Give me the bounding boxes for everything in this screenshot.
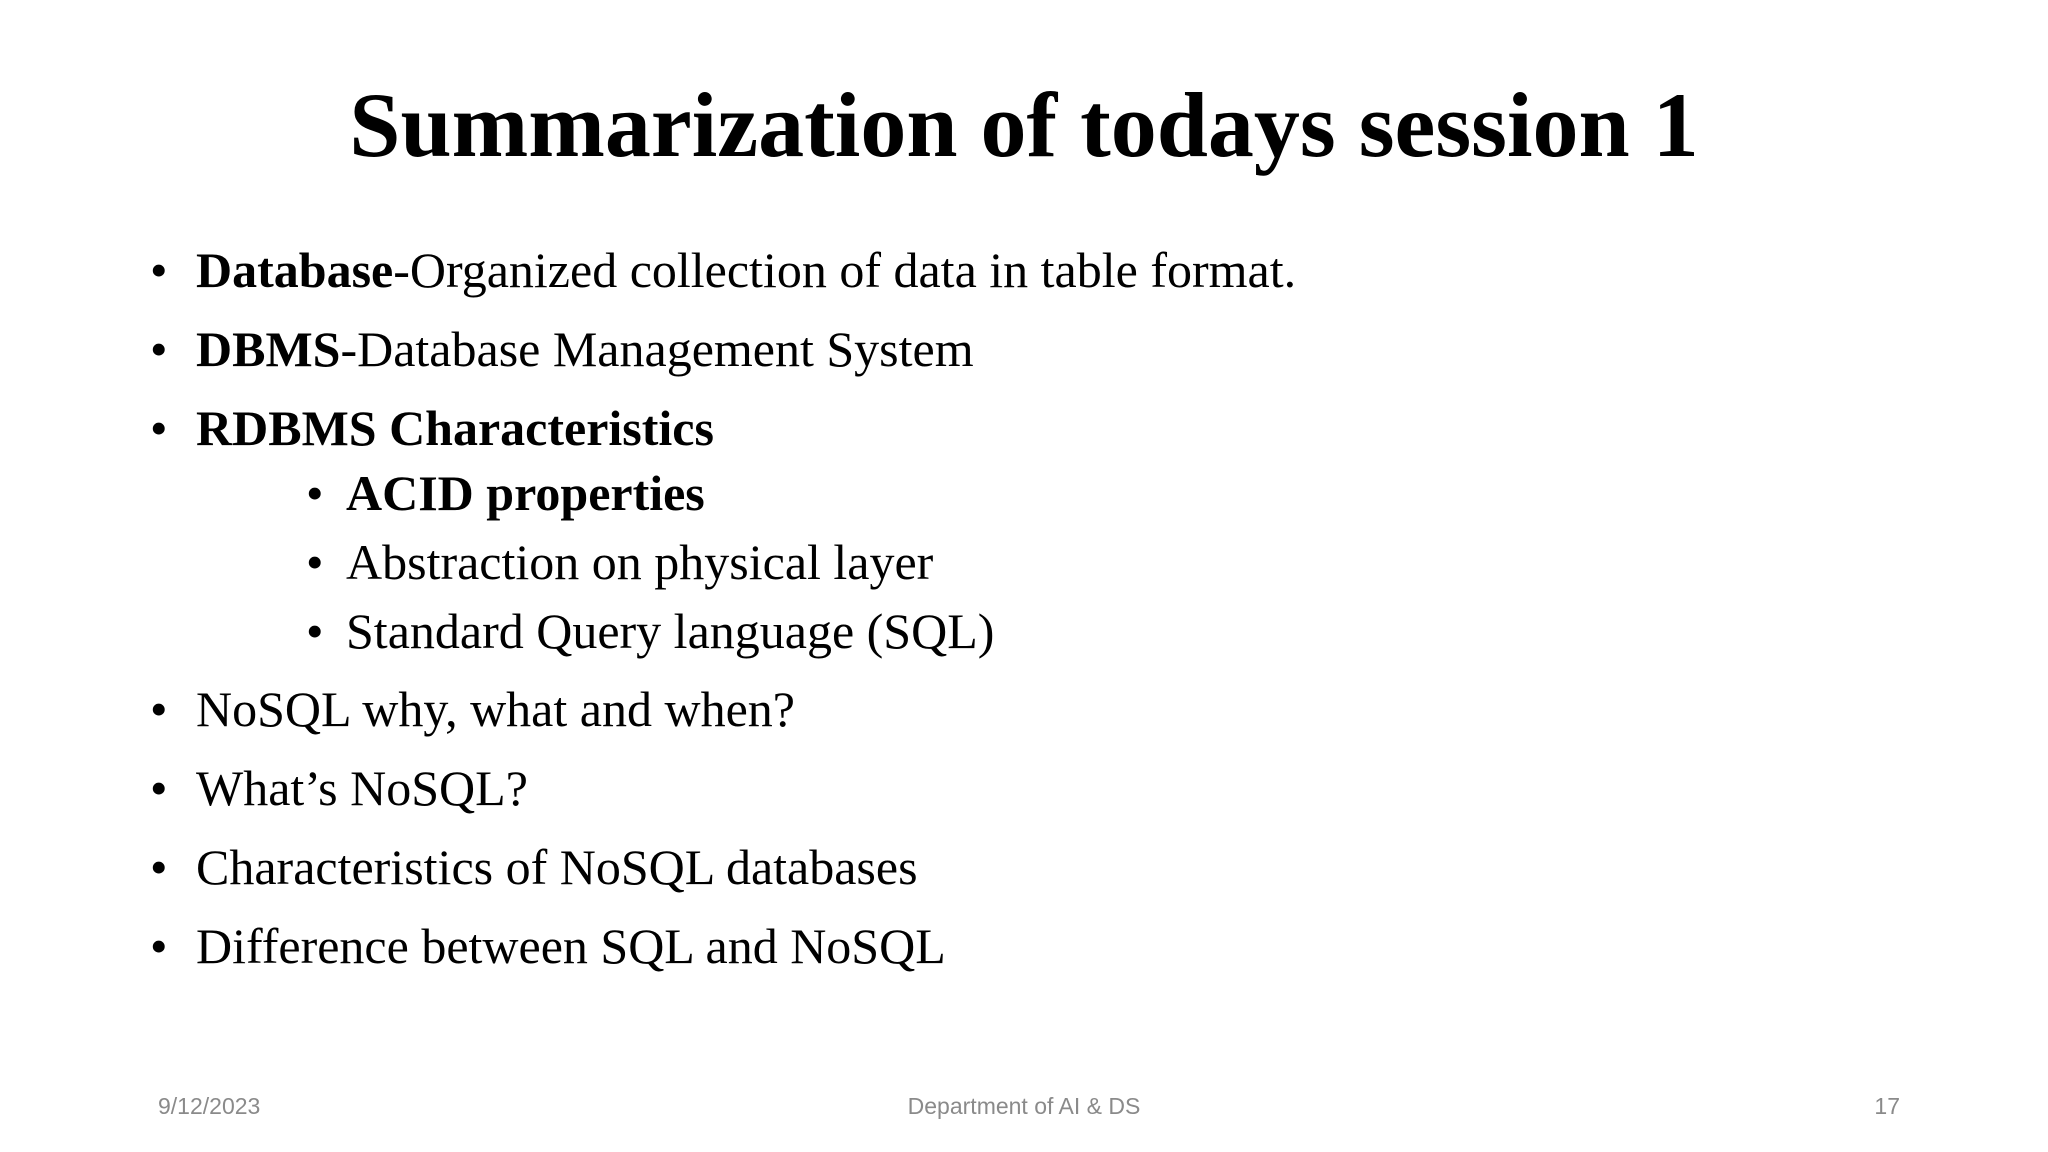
desc-database: -Organized collection of data in table format.: [393, 242, 1297, 298]
bullet-dbms: [150, 319, 1950, 379]
text-nosql-why: NoSQL why, what and when?: [196, 681, 795, 737]
sub-text-acid: ACID properties: [346, 465, 705, 521]
sub-text-abstraction: Abstraction on physical layer: [346, 534, 934, 590]
footer-department: Department of AI & DS: [907, 1093, 1141, 1119]
bullet-dot: •: [306, 603, 324, 659]
sub-bullet-acid: [306, 464, 1950, 522]
footer-page-number: 17: [1874, 1093, 1900, 1119]
bullet-rdbms: [150, 398, 1950, 458]
bullet-dot: •: [150, 242, 168, 298]
bullet-list: [150, 240, 1950, 995]
text-whats-nosql: What’s NoSQL?: [196, 760, 528, 816]
term-database: Database: [196, 242, 394, 298]
sub-bullet-list: [150, 464, 1950, 660]
bullet-dot: •: [150, 321, 168, 377]
bullet-dot: •: [150, 400, 168, 456]
term-rdbms: RDBMS Characteristics: [196, 400, 714, 456]
bullet-whats-nosql: [150, 758, 1950, 818]
bullet-dot: •: [150, 760, 168, 816]
desc-dbms: -Database Management System: [340, 321, 974, 377]
bullet-dot: •: [150, 681, 168, 737]
bullet-characteristics: [150, 837, 1950, 897]
bullet-dot: •: [150, 839, 168, 895]
bullet-nosql-why: [150, 679, 1950, 739]
bullet-dot: •: [150, 918, 168, 974]
sub-text-sql: Standard Query language (SQL): [346, 603, 995, 659]
text-characteristics: Characteristics of NoSQL databases: [196, 839, 918, 895]
text-difference: Difference between SQL and NoSQL: [196, 918, 946, 974]
bullet-dot: •: [306, 534, 324, 590]
sub-bullet-sql: [306, 602, 1950, 660]
rdbms-subitems: [150, 464, 1950, 660]
footer-date: 9/12/2023: [158, 1093, 261, 1119]
bullet-difference: [150, 916, 1950, 976]
term-dbms: DBMS: [196, 321, 341, 377]
slide-title: Summarization of todays session 1: [349, 74, 1699, 176]
sub-bullet-abstraction: [306, 533, 1950, 591]
bullet-dot: •: [306, 465, 324, 521]
bullet-database: [150, 240, 1950, 300]
